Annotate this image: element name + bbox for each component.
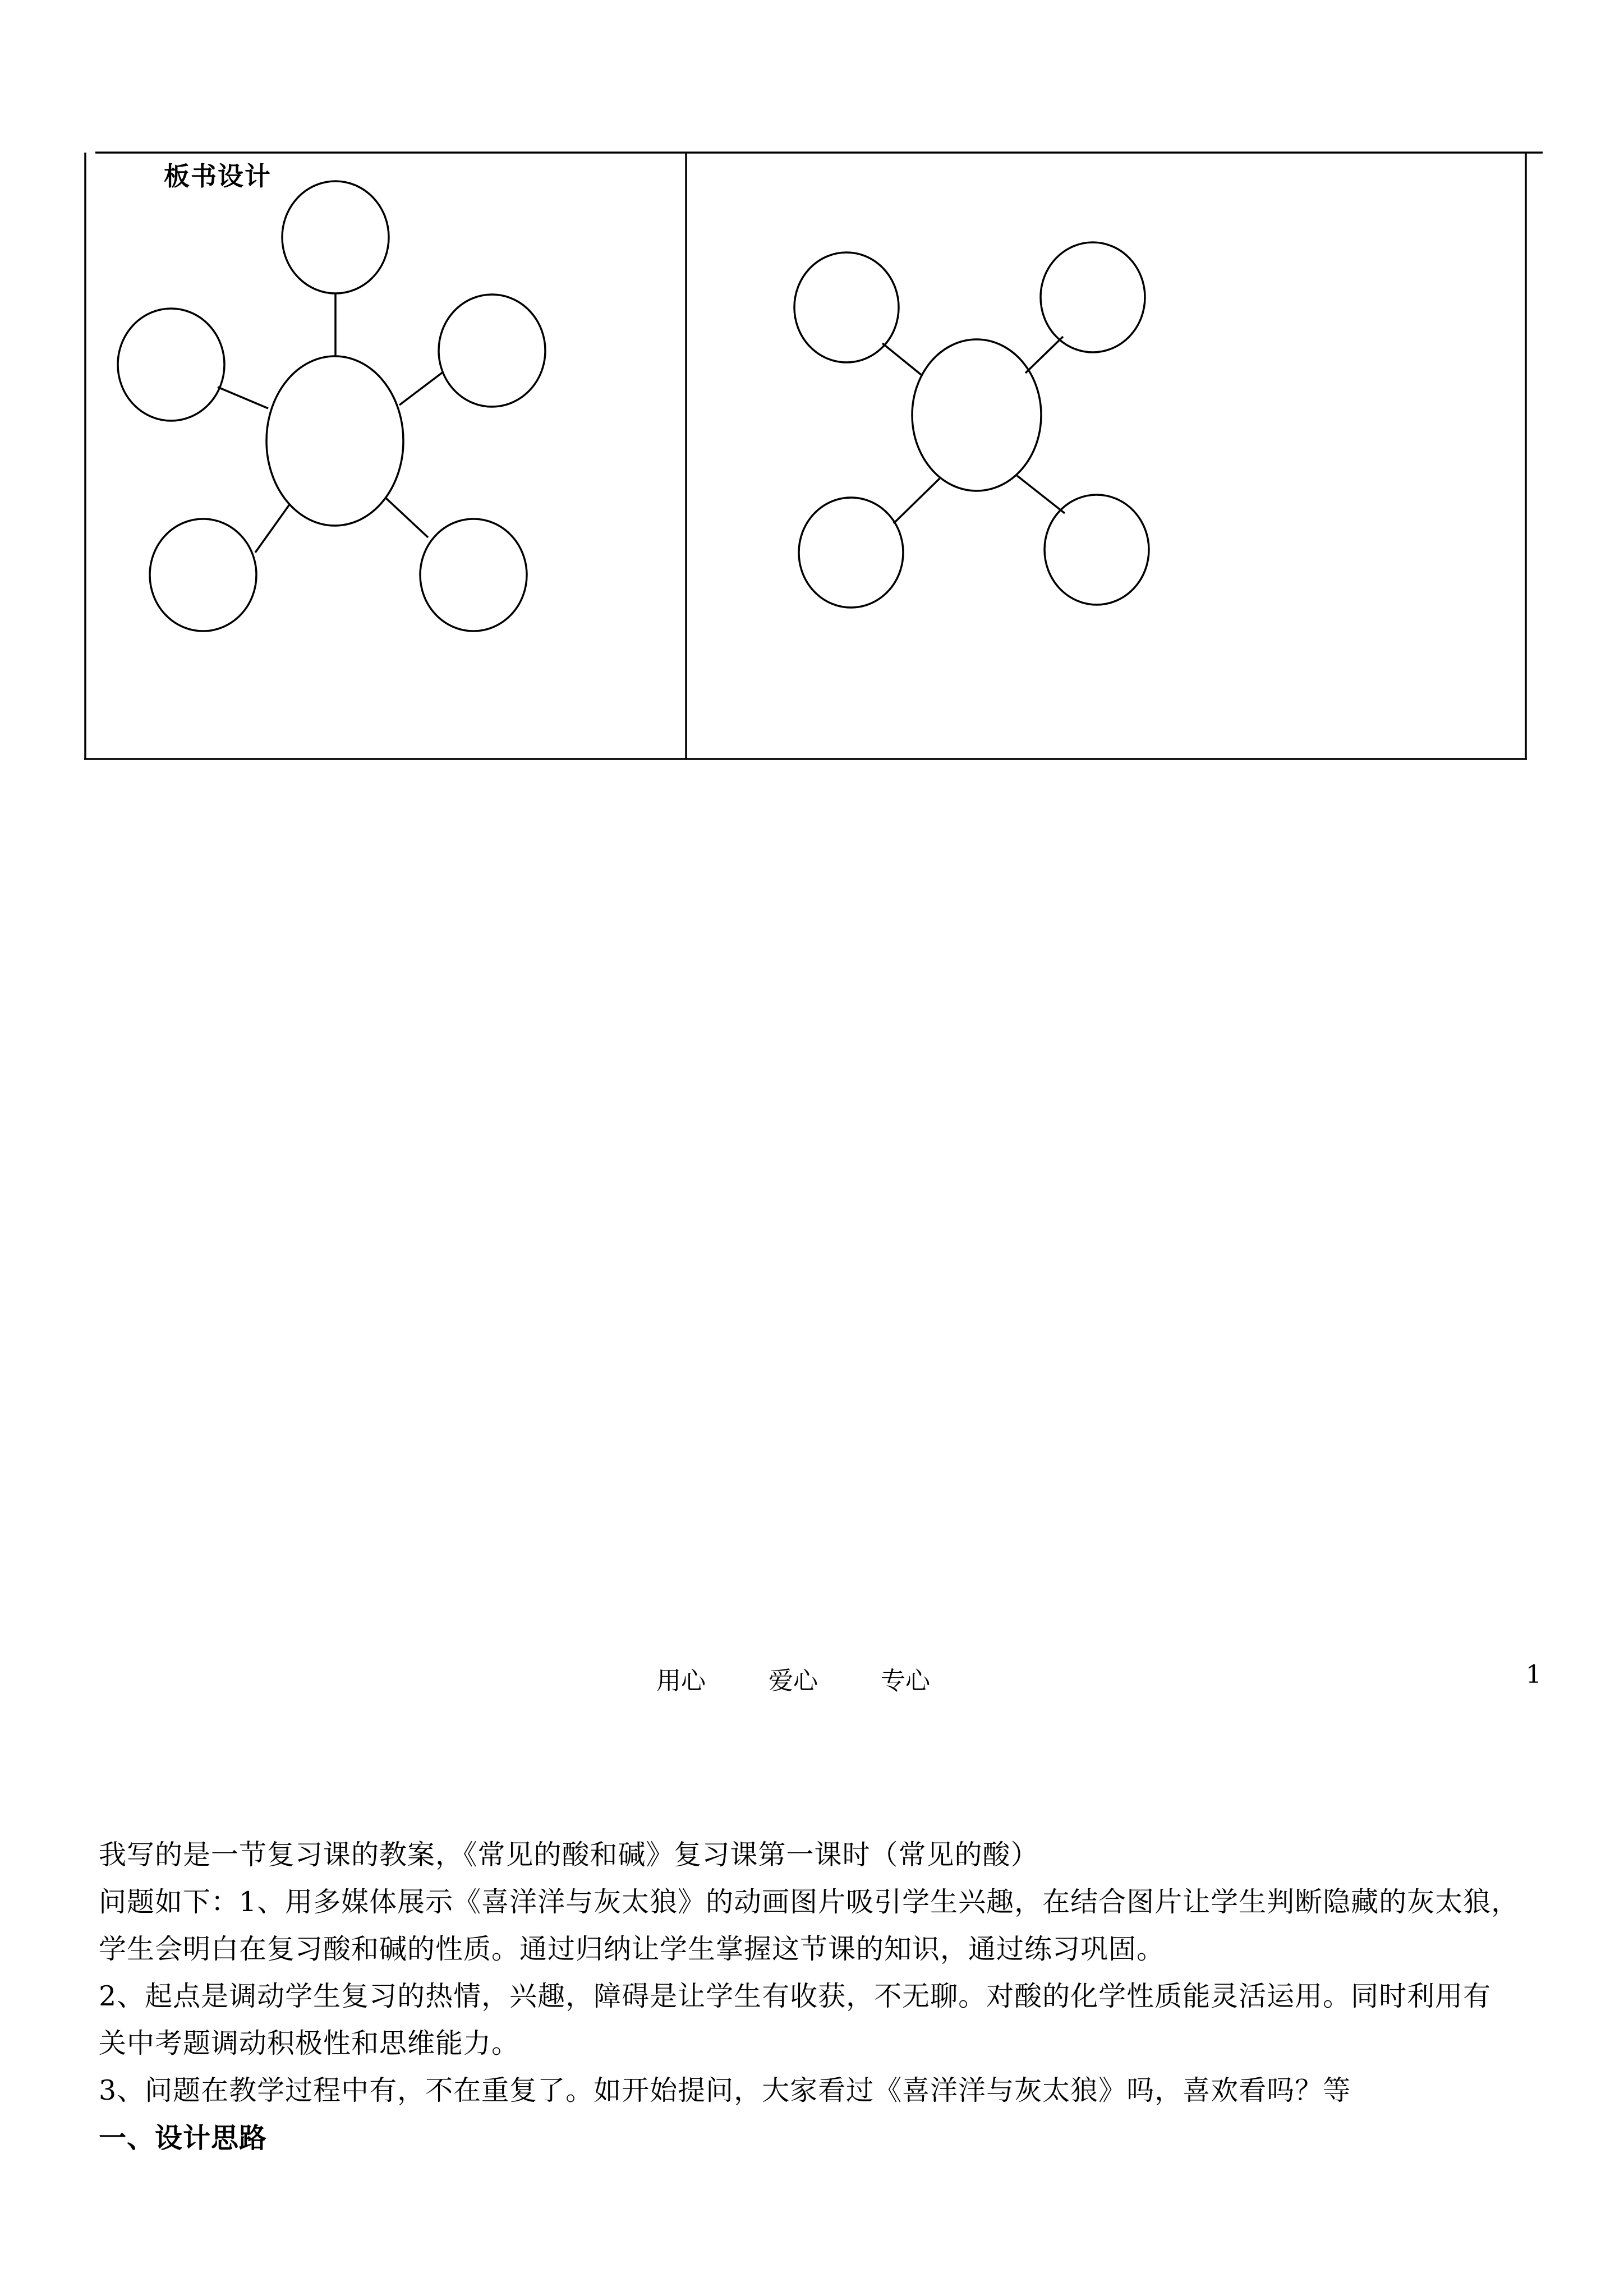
body-line-1: 我写的是一节复习课的教案，《常见的酸和碱》复习课第一课时（常见的酸） [99, 1839, 1039, 1871]
outer-node-top [282, 181, 389, 293]
outer-node-upper-right [1041, 242, 1145, 352]
section-heading: 一、设计思路 [99, 2122, 268, 2154]
connector-lower-right [386, 498, 428, 537]
connector-right [399, 372, 443, 405]
footer-motto-3: 专心 [881, 1667, 930, 1695]
body-line-3: 学生会明白在复习酸和碱的性质。通过归纳让学生掌握这节课的知识，通过练习巩固。 [99, 1933, 1165, 1965]
body-line-6: 3、问题在教学过程中有，不在重复了。如开始提问，大家看过《喜洋洋与灰太狼》吗，喜欢看吗？等 [99, 2074, 1351, 2106]
connector-lower-right [1017, 476, 1065, 513]
body-line-2: 问题如下：1、用多媒体展示《喜洋洋与灰太狼》的动画图片吸引学生兴趣，在结合图片让学生判断隐藏的灰太狼， [99, 1886, 1520, 1918]
outer-node-left [118, 309, 224, 421]
outer-node-lower-right [1045, 495, 1149, 605]
connector-lower-left [255, 504, 290, 553]
outer-node-right [439, 295, 545, 407]
footer-motto-1: 用心 [656, 1667, 706, 1695]
body-line-5: 关中考题调动积极性和思维能力。 [99, 2027, 520, 2059]
outer-node-lower-right [420, 519, 527, 631]
board-design-diagram [0, 0, 1624, 785]
connector-upper-right [1025, 337, 1063, 373]
outer-node-upper-left [794, 252, 899, 362]
body-line-4: 2、起点是调动学生复习的热情，兴趣，障碍是让学生有收获，不无聊。对酸的化学性质能灵活运用。同时利用有 [99, 1980, 1492, 2012]
connector-upper-left [882, 343, 921, 375]
outer-node-lower-left [150, 519, 256, 631]
page-number: 1 [1526, 1660, 1542, 1689]
connector-lower-left [894, 478, 940, 523]
center-node [912, 339, 1041, 491]
four-node-diagram [794, 242, 1149, 608]
footer-motto-2: 爱心 [769, 1667, 818, 1695]
board-design-heading: 板书设计 [164, 161, 272, 191]
outer-node-lower-left [799, 498, 903, 608]
center-node [266, 356, 403, 526]
connector-left [218, 387, 268, 408]
five-node-diagram [118, 181, 545, 631]
